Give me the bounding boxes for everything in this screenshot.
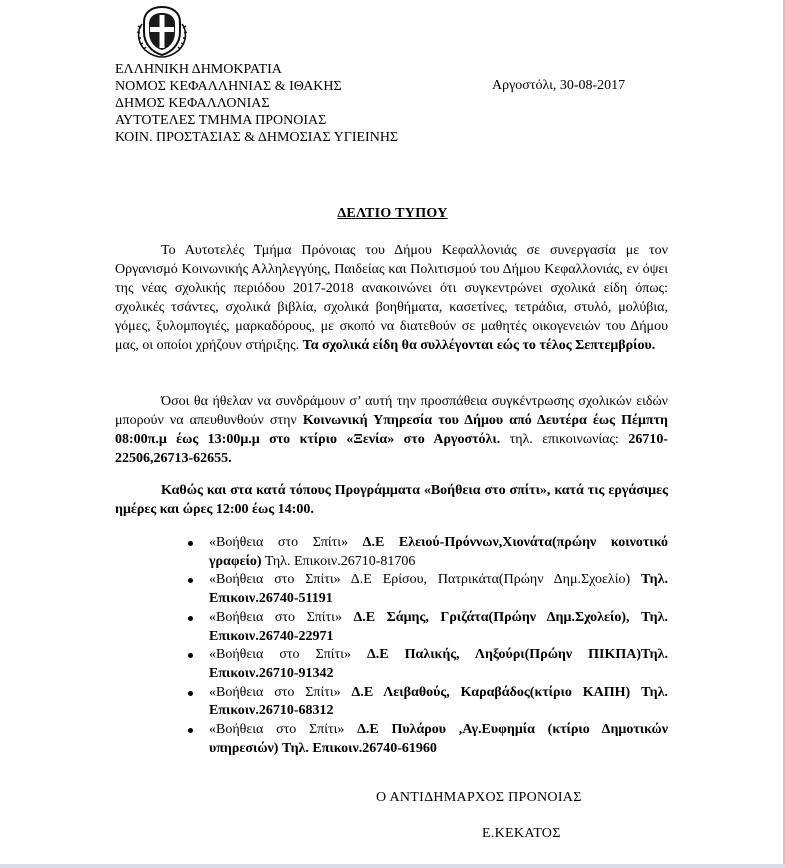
document-title: ΔΕΛΤΙΟ ΤΥΠΟΥ [337,206,448,221]
office-phone: Τηλ. Επικοιν.26710-91342 [209,647,668,681]
office-program: «Βοήθεια στο Σπίτι» [209,684,341,700]
paragraph-contact-phones: 26710-22506,26713-62655. [115,432,669,466]
office-phone: Τηλ. Επικοιν.26710-68312 [209,684,669,719]
issuer-header [115,61,398,146]
document-date: Αργοστόλι, 30-08-2017 [492,78,626,93]
office-list-item [209,534,668,571]
office-details: Δ.Ε Ελειού-Πρόννων,Χιονάτα(πρώην κοινοτικό γραφείο) [209,535,668,569]
header-line-country: ΕΛΛΗΝΙΚΗ ΔΗΜΟΚΡΑΤΙΑ [115,62,282,77]
paragraph-programs: Καθώς και στα κατά τόπους Προγράμματα «Βοήθεια στο σπίτι», κατά τις εργάσιμες ημέρες και ώρες 12:00 έως 14:00. [115,483,668,517]
office-phone: Τηλ. Επικοιν.26740-51191 [209,572,668,607]
office-phone: Τηλ. Επικοιν.26740-22971 [209,609,669,644]
paragraph-collection-text: Το Αυτοτελές Τμήμα Πρόνοιας του Δήμου Κεφαλλονιάς σε συνεργασία με τον Οργανισμό Κοινωνικής Αλληλεγγύης, Παιδείας και Πολιτισμού του Δήμου Κεφαλλονιάς, εν όψει της νέας σχολικής περιόδου 2017-2018 ανακοινώνει ότι συγκεντρώνει σχολικά είδη όπως: σχολικές τσάντες, σχολικά βιβλία, σχολικά βοηθήματα, κασετίνες, τετράδια, στυλό, μολύβια, γόμες, ξυλομπογιές, μαρκαδόρους, με σκοπό να διατεθούν σε μαθητές οικογενειών του Δήμου μας, οι οποίοι χρήζουν στήριξης. [115,243,668,353]
office-list-item [209,646,668,683]
paragraph-collection [115,241,668,355]
office-phone: Τηλ. Επικοιν.26740-61960 [281,740,437,756]
office-list [115,534,668,758]
header-line-municipality: ΔΗΜΟΣ ΚΕΦΑΛΛΟΝΙΑΣ [115,96,270,111]
signatory-name: Ε.ΚΕΚΑΤΟΣ [482,826,561,841]
office-list-item [209,684,668,721]
office-details: Δ.Ε Σάμης, Γριζάτα(Πρώην Δημ.Σχολείο), [353,609,630,625]
header-line-department: ΑΥΤΟΤΕΛΕΣ ΤΜΗΜΑ ΠΡΟΝΟΙΑΣ [115,113,327,128]
paragraph-contact [115,392,668,468]
paragraph-contact-service: Κοινωνική Υπηρεσία του Δήμου από Δευτέρα έως Πέμπτη 08:00π.μ έως 13:00μ.μ στο κτίριο «Ξενία» στο Αργοστόλι. [115,413,668,447]
office-details: Δ.Ε Λειβαθούς, Καραβάδος(κτίριο ΚΑΠΗ) [351,684,631,700]
office-program: «Βοήθεια στο Σπίτι» [209,609,342,625]
office-program: «Βοήθεια στο Σπίτι» [209,535,349,550]
office-details: Δ.Ε Ερίσου, Πατρικάτα(Πρώην Δημ.Σχοελίο) [350,572,631,588]
signatory-title: Ο ΑΝΤΙΔΗΜΑΡΧΟΣ ΠΡΟΝΟΙΑΣ [376,790,582,805]
office-phone: Τηλ. Επικοιν.26710-81706 [264,553,416,569]
header-line-prefecture: ΝΟΜΟΣ ΚΕΦΑΛΛΗΝΙΑΣ & ΙΘΑΚΗΣ [115,79,342,94]
office-list-item [209,571,668,608]
paragraph-collection-deadline: Τα σχολικά είδη θα συλλέγονται εώς το τέλος Σεπτεμβρίου. [302,338,656,353]
office-program: «Βοήθεια στο Σπίτι» [209,572,341,588]
coat-of-arms-icon [133,2,191,58]
office-details: Δ.Ε Παλικής, Ληξούρι(Πρώην ΠΙΚΠΑ) [366,647,642,663]
page-edge-bottom [0,864,785,868]
office-list-item [209,721,668,758]
header-line-division: ΚΟΙΝ. ΠΡΟΣΤΑΣΙΑΣ & ΔΗΜΟΣΙΑΣ ΥΓΙΕΙΝΗΣ [115,130,399,145]
paragraph-contact-phone-label: τηλ. επικοινωνίας: [509,432,619,447]
paragraph-contact-text: Όσοι θα ήθελαν να συνδράμουν σ’ αυτή την προσπάθεια συγκέντρωσης σχολικών ειδών μπορούν να απευθυνθούν στην [115,394,668,428]
office-program: «Βοήθεια στο Σπίτι» [209,722,345,738]
office-details: Δ.Ε Πυλάρου ,Αγ.Ευφημία (κτίριο Δημοτικών υπηρεσιών) [209,722,668,756]
office-program: «Βοήθεια στο Σπίτι» [209,647,351,663]
office-list-item [209,609,668,646]
